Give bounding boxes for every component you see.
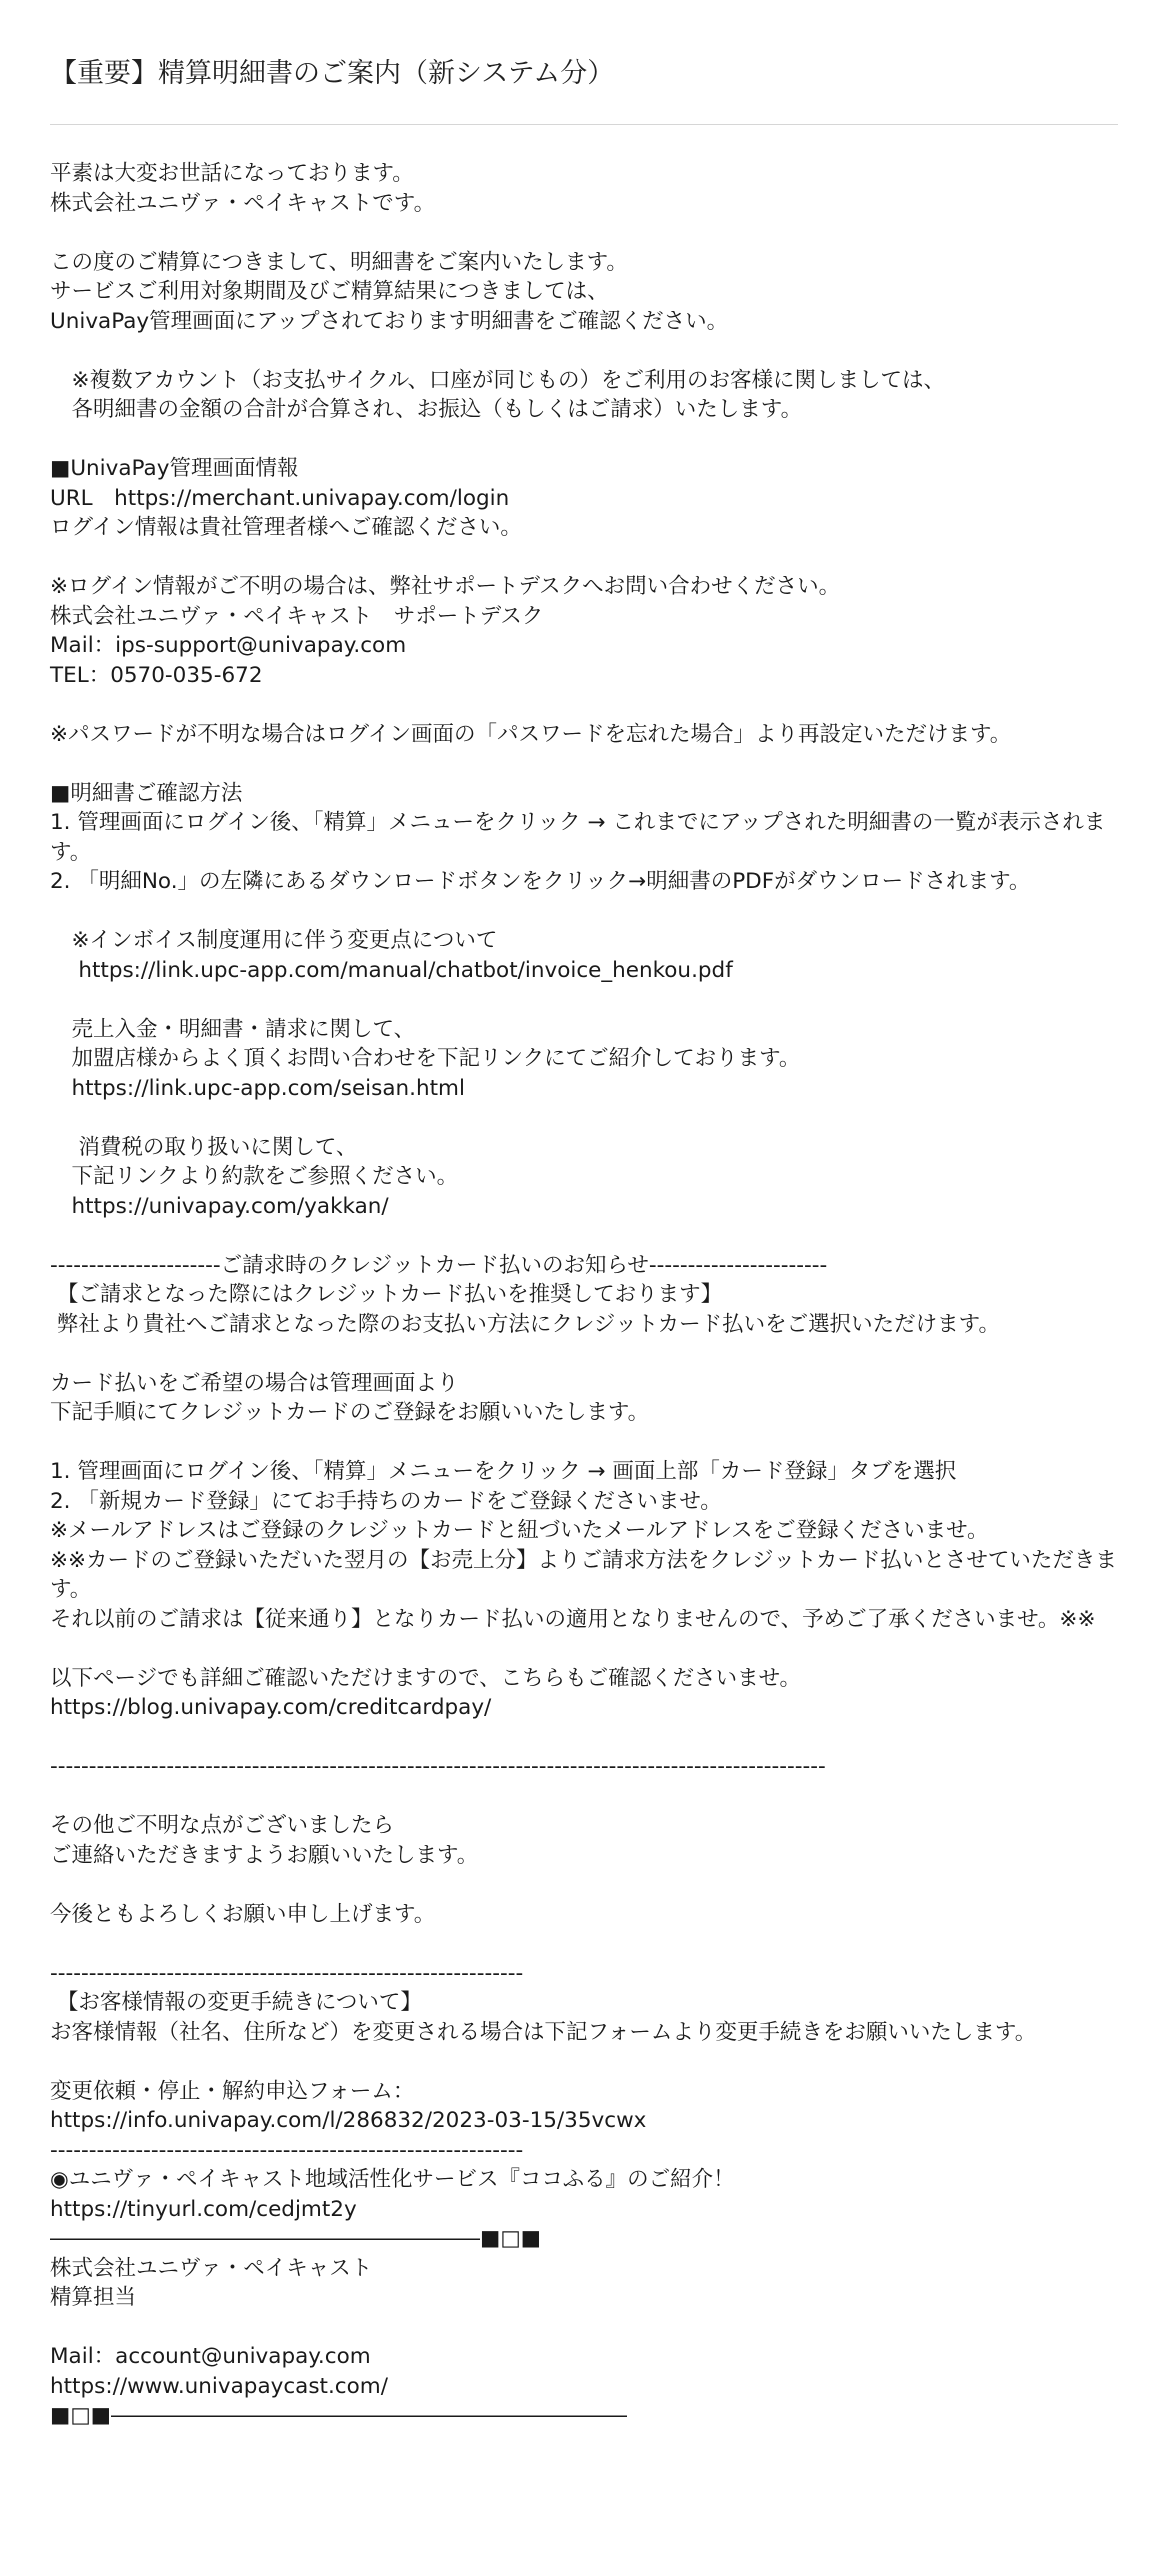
subject-divider — [50, 124, 1118, 125]
email-subject: 【重要】精算明細書のご案内（新システム分） — [50, 58, 615, 89]
email-body: 平素は大変お世話になっております。 株式会社ユニヴァ・ペイキャストです。 この度のご精算につきまして、明細書をご案内いたします。 サービスご利用対象期間及びご精算結果につきましては、 UnivaPay管理画面にアップされております明細書をご確認ください。 ※複数アカウント（お支払サイクル、口座が同じもの）をご利用のお客様に関しましては、 各明細書の金額の合計が合算され、お振込（もしくはご請求）いたします。 ■UnivaPay管理画面情報 URL https://merchant.univapay.com/login ログイン情報は貴社管理者様へご確認ください。 ※ログイン情報がご不明の場合は、弊社サポートデスクへお問い合わせください。 株式会社ユニヴァ・ペイキャスト サポートデスク Mail：ips-support@univapay.com TEL：0570-035-672 ※パスワードが不明な場合はログイン画面の「パスワードを忘れた場合」より再設定いただけます。 ■明細書ご確認方法 1. 管理画面にログイン後、「精算」メニューをクリック → これまでにアップされた明細書の一覧が表示されます。 2. 「明細No.」の左隣にあるダウンロードボタンをクリック→明細書のPDFがダウンロードされます。 ※インボイス制度運用に伴う変更点について https://link.upc-app.com/manual/chatbot/invoice_henkou.pdf 売上入金・明細書・請求に関して、 加盟店様からよく頂くお問い合わせを下記リンクにてご紹介しております。 https://link.upc-app.com/seisan.html 消費税の取り扱いに関して、 下記リンクより約款をご参照ください。 https://univapay.com/yakkan/ ----------------------ご請求時のクレジットカード払いのお知らせ----------------------- 【ご請求となった際にはクレジットカード払いを推奨しております】 弊社より貴社へご請求となった際のお支払い方法にクレジットカード払いをご選択いただけます。 カード払いをご希望の場合は管理画面より 下記手順にてクレジットカードのご登録をお願いいたします。 1. 管理画面にログイン後、「精算」メニューをクリック → 画面上部「カード登録」タブを選択 2. 「新規カード登録」にてお手持ちのカードをご登録くださいませ。 ※メールアドレスはご登録のクレジットカードと紐づいたメールアドレスをご登録くださいませ。 ※※カードのご登録いただいた翌月の【お売上分】よりご請求方法をクレジットカード払いとさせていただきます。 それ以前のご請求は【従来通り】となりカード払いの適用となりませんので、予めご了承くださいませ。※※ 以下ページでも詳細ご確認いただけますので、こちらもご確認くださいませ。 https://blog.univapay.com/creditcardpay/ ---------------------------------------------------------------------------------------------------- その他ご不明な点がございましたら ご連絡いただきますようお願いいたします。 今後ともよろしくお願い申し上げます。 ------------------------------------------------------------- 【お客様情報の変更手続きについて】 お客様情報（社名、住所など）を変更される場合は下記フォームより変更手続きをお願いいたします。 変更依頼・停止・解約申込フォーム： https://info.univapay.com/l/286832/2023-03-15/35vcwx ------------------------------------------------------------- ◉ユニヴァ・ペイキャスト地域活性化サービス『ココふる』のご紹介！ https://tinyurl.com/cedjmt2y ――――――――――――――――――――■□■ 株式会社ユニヴァ・ペイキャスト 精算担当 Mail：account@univapay.com https://www.univapaycast.com/ ■□■―――――――――――――――――――――――― — [50, 161, 1117, 2428]
